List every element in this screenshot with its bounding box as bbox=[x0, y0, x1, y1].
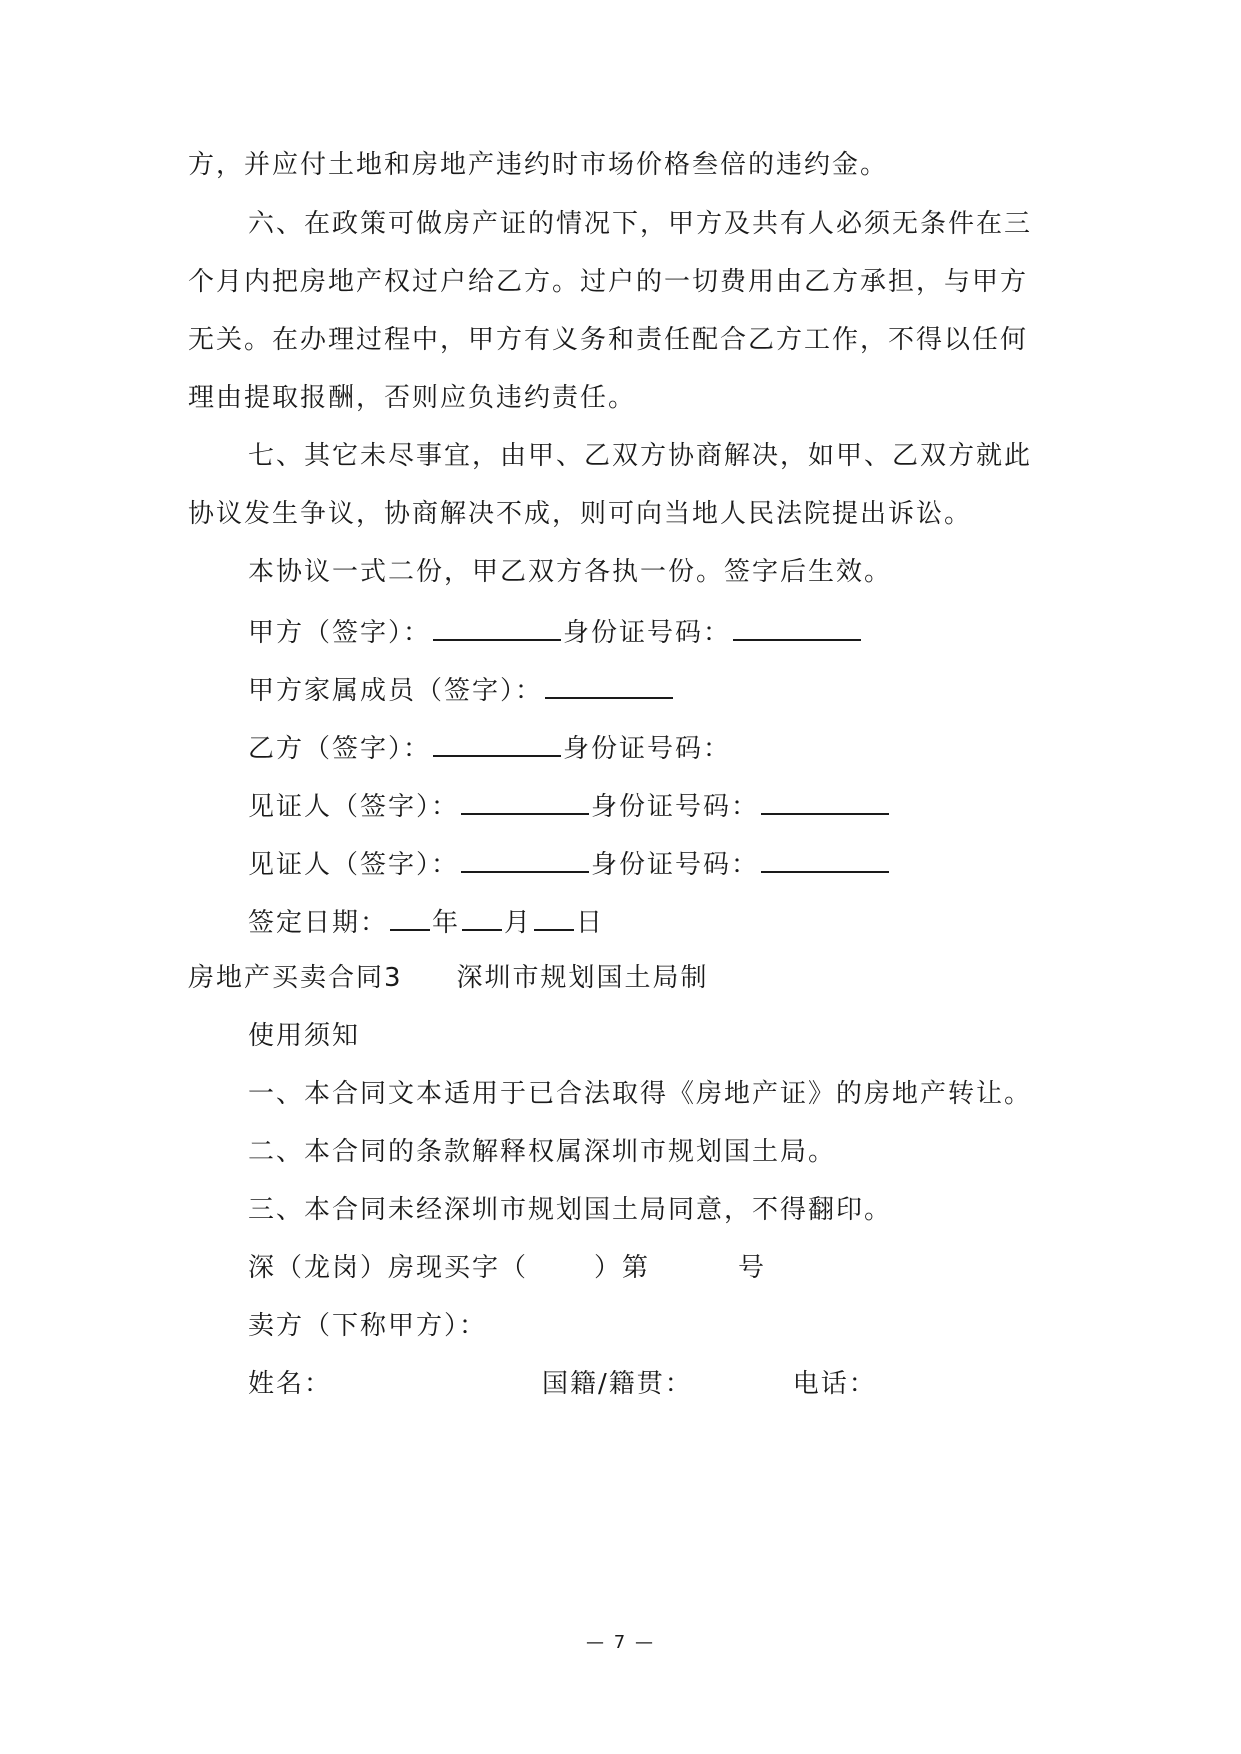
signature-blank[interactable] bbox=[545, 671, 673, 699]
signing-date-line bbox=[248, 903, 604, 940]
party-b-signature-line bbox=[248, 729, 731, 766]
party-a-signature-line bbox=[248, 613, 863, 650]
reference-mid: ）第 bbox=[594, 1253, 651, 1283]
nationality-label: 国籍/籍贯： bbox=[542, 1369, 693, 1399]
witness-label: 见证人（签字）： bbox=[248, 792, 460, 822]
id-label: 身份证号码： bbox=[563, 734, 732, 764]
id-label: 身份证号码： bbox=[563, 618, 732, 648]
signature-blank[interactable] bbox=[461, 787, 589, 815]
contract-issuer: 深圳市规划国土局制 bbox=[456, 963, 709, 993]
reference-number-line bbox=[248, 1251, 766, 1285]
notice-item: 一、本合同文本适用于已合法取得《房地产证》的房地产转让。 bbox=[248, 1079, 1033, 1109]
signature-blank[interactable] bbox=[433, 613, 561, 641]
notice-item: 二、本合同的条款解释权属深圳市规划国土局。 bbox=[248, 1137, 837, 1167]
paragraph-line: 协议发生争议，协商解决不成，则可向当地人民法院提出诉讼。 bbox=[188, 499, 973, 529]
paragraph-line: 方，并应付土地和房地产违约时市场价格叁倍的违约金。 bbox=[188, 150, 889, 180]
party-a-family-label: 甲方家属成员（签字）： bbox=[248, 676, 544, 706]
year-blank[interactable] bbox=[390, 903, 430, 931]
paragraph-line: 无关。在办理过程中，甲方有义务和责任配合乙方工作，不得以任何 bbox=[188, 325, 1029, 355]
paragraph-line: 六、在政策可做房产证的情况下，甲方及共有人必须无条件在三 bbox=[248, 209, 1033, 239]
seller-info-line bbox=[248, 1367, 877, 1401]
day-label: 日 bbox=[576, 908, 605, 938]
contract-title-line bbox=[188, 961, 709, 995]
id-blank[interactable] bbox=[733, 613, 861, 641]
witness-2-signature-line bbox=[248, 845, 891, 882]
name-label: 姓名： bbox=[248, 1369, 333, 1399]
witness-label: 见证人（签字）： bbox=[248, 850, 460, 880]
day-blank[interactable] bbox=[534, 903, 574, 931]
reference-prefix: 深（龙岗）房现买字（ bbox=[248, 1253, 529, 1283]
notice-heading: 使用须知 bbox=[248, 1021, 361, 1051]
reference-suffix: 号 bbox=[738, 1253, 767, 1283]
id-blank[interactable] bbox=[761, 845, 889, 873]
seller-heading: 卖方（下称甲方）： bbox=[248, 1311, 488, 1341]
year-label: 年 bbox=[432, 908, 461, 938]
signature-blank[interactable] bbox=[433, 729, 561, 757]
signature-blank[interactable] bbox=[461, 845, 589, 873]
paragraph-line: 个月内把房地产权过户给乙方。过户的一切费用由乙方承担，与甲方 bbox=[188, 267, 1029, 297]
page-number: — 7 — bbox=[586, 1632, 655, 1653]
notice-item: 三、本合同未经深圳市规划国土局同意，不得翻印。 bbox=[248, 1195, 893, 1225]
phone-label: 电话： bbox=[792, 1369, 877, 1399]
date-label: 签定日期： bbox=[248, 908, 389, 938]
paragraph-line: 本协议一式二份，甲乙双方各执一份。签字后生效。 bbox=[248, 557, 893, 587]
party-a-label: 甲方（签字）： bbox=[248, 618, 432, 648]
party-b-label: 乙方（签字）： bbox=[248, 734, 432, 764]
id-label: 身份证号码： bbox=[591, 850, 760, 880]
id-label: 身份证号码： bbox=[591, 792, 760, 822]
party-a-family-signature-line bbox=[248, 671, 675, 708]
paragraph-line: 七、其它未尽事宜，由甲、乙双方协商解决，如甲、乙双方就此 bbox=[248, 441, 1033, 471]
paragraph-line: 理由提取报酬，否则应负违约责任。 bbox=[188, 383, 637, 413]
witness-1-signature-line bbox=[248, 787, 891, 824]
id-blank[interactable] bbox=[761, 787, 889, 815]
contract-title: 房地产买卖合同3 bbox=[188, 963, 403, 993]
month-label: 月 bbox=[504, 908, 533, 938]
month-blank[interactable] bbox=[462, 903, 502, 931]
